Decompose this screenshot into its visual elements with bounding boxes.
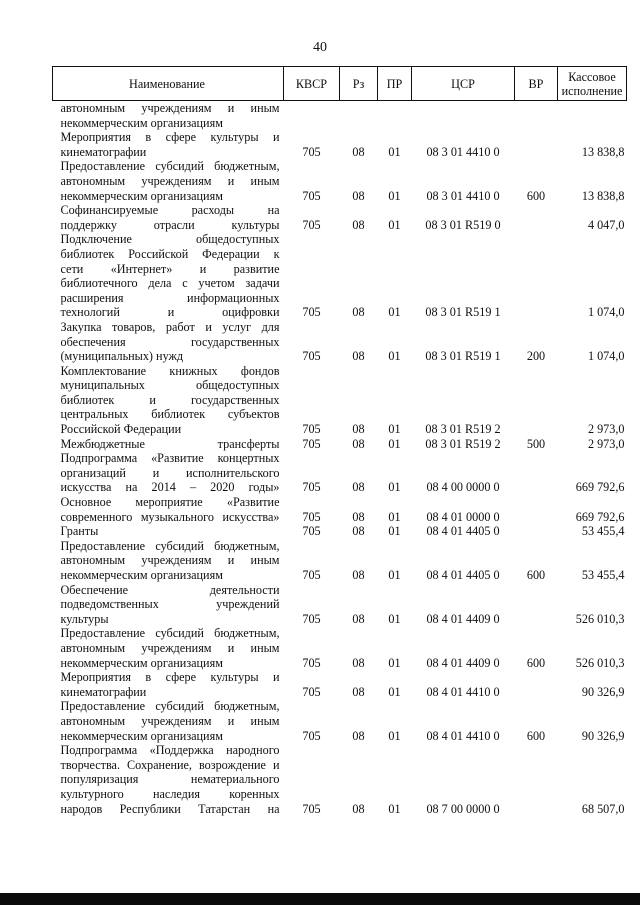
row-name-line: народов Республики Татарстан на — [60, 801, 280, 816]
row-kvsr: 705 — [302, 611, 321, 626]
table-row — [53, 495, 627, 524]
table-row — [53, 130, 627, 159]
row-name-line: обеспечения государственных — [60, 334, 280, 349]
row-name — [53, 437, 284, 452]
row-csr: 08 4 01 4410 0 — [426, 684, 500, 699]
row-kvsr: 705 — [302, 188, 321, 203]
row-pr: 01 — [388, 509, 401, 524]
row-csr: 08 3 01 4410 0 — [426, 188, 500, 203]
row-pr: 01 — [388, 728, 401, 743]
table-row — [53, 583, 627, 627]
row-name — [53, 232, 284, 320]
row-rz: 08 — [352, 480, 365, 495]
row-amount: 13 838,8 — [581, 144, 625, 159]
row-rz: 08 — [352, 801, 365, 816]
row-vr: 600 — [526, 728, 546, 743]
row-kvsr: 705 — [302, 509, 321, 524]
header-pr: ПР — [378, 67, 412, 101]
row-kvsr: 705 — [302, 144, 321, 159]
row-kvsr: 705 — [302, 349, 321, 364]
row-name-line: некоммерческим организациям — [60, 188, 223, 203]
row-vr — [515, 130, 558, 159]
row-name — [53, 320, 284, 364]
row-name-line: поддержку отрасли культуры — [60, 217, 280, 232]
table-row — [53, 539, 627, 583]
row-pr: 01 — [388, 684, 401, 699]
row-name-line: библиотек и государственных — [60, 392, 280, 407]
row-pr: 01 — [388, 188, 401, 203]
row-vr: 600 — [526, 655, 546, 670]
row-vr — [515, 364, 558, 437]
row-csr: 08 4 01 4410 0 — [426, 728, 500, 743]
row-name-line: муниципальных общедоступных — [60, 378, 280, 393]
row-name-line: Предоставление субсидий бюджетным, — [60, 538, 280, 553]
row-csr: 08 3 01 R519 0 — [425, 217, 501, 232]
row-name-line: кинематографии — [60, 144, 147, 159]
row-csr: 08 4 01 4405 0 — [426, 524, 500, 539]
row-csr: 08 4 01 4409 0 — [426, 611, 500, 626]
row-csr: 08 4 00 0000 0 — [426, 480, 500, 495]
row-name-line: культуры — [60, 611, 109, 626]
row-amount: 2 973,0 — [587, 436, 625, 451]
row-name-line: Основное мероприятие «Развитие — [60, 495, 280, 510]
row-name-line: центральных библиотек субъектов — [60, 407, 280, 422]
row-name-line: Межбюджетные трансферты — [60, 436, 280, 451]
row-rz: 08 — [352, 655, 365, 670]
row-rz: 08 — [352, 217, 365, 232]
row-amount: 669 792,6 — [575, 509, 625, 524]
header-vr: ВР — [515, 67, 558, 101]
row-name-line: подведомственных учреждений — [60, 597, 280, 612]
row-name — [53, 670, 284, 699]
row-name-line: Предоставление субсидий бюджетным, — [60, 159, 280, 174]
row-amount: 1 074,0 — [587, 305, 625, 320]
header-kvsr: КВСР — [284, 67, 340, 101]
row-name — [53, 364, 284, 437]
table-row — [53, 437, 627, 452]
row-amount: 526 010,3 — [575, 655, 625, 670]
row-name-line: автономным учреждениям и иным — [60, 553, 280, 568]
row-name-line: Софинансируемые расходы на — [60, 203, 280, 218]
row-pr: 01 — [388, 524, 401, 539]
row-name-line: Предоставление субсидий бюджетным, — [60, 626, 280, 641]
row-amount: 68 507,0 — [581, 801, 625, 816]
row-amount — [558, 101, 627, 131]
table-header-row — [53, 67, 627, 101]
row-name-line: организаций и исполнительского — [60, 465, 280, 480]
row-csr: 08 7 00 0000 0 — [426, 801, 500, 816]
row-csr: 08 3 01 R519 1 — [425, 349, 501, 364]
row-pr: 01 — [388, 436, 401, 451]
row-vr — [515, 524, 558, 539]
header-name: Наименование — [53, 67, 284, 101]
row-rz: 08 — [352, 422, 365, 437]
row-name — [53, 130, 284, 159]
row-name-line: популяризация нематериального — [60, 772, 280, 787]
row-name — [53, 451, 284, 495]
row-pr: 01 — [388, 217, 401, 232]
table-row — [53, 364, 627, 437]
table-row — [53, 699, 627, 743]
row-pr: 01 — [388, 655, 401, 670]
row-name-line: сети «Интернет» и развитие — [60, 261, 280, 276]
row-vr — [515, 232, 558, 320]
row-rz: 08 — [352, 144, 365, 159]
row-name — [53, 699, 284, 743]
row-pr: 01 — [388, 480, 401, 495]
row-pr: 01 — [388, 305, 401, 320]
row-name-line: творчества. Сохранение, возрождение и — [60, 757, 280, 772]
row-vr — [515, 451, 558, 495]
row-csr: 08 3 01 4410 0 — [426, 144, 500, 159]
row-name — [53, 583, 284, 627]
page-number: 40 — [313, 40, 327, 55]
row-rz: 08 — [352, 509, 365, 524]
row-rz: 08 — [352, 568, 365, 582]
row-name — [53, 743, 284, 816]
row-name — [53, 203, 284, 232]
row-rz: 08 — [352, 349, 365, 364]
row-kvsr: 705 — [302, 568, 321, 582]
row-amount: 13 838,8 — [581, 188, 625, 203]
row-rz: 08 — [352, 728, 365, 743]
row-amount: 90 326,9 — [581, 684, 625, 699]
row-csr: 08 4 01 4405 0 — [426, 568, 500, 582]
row-rz: 08 — [352, 436, 365, 451]
row-kvsr: 705 — [302, 684, 321, 699]
row-name-line: Обеспечение деятельности — [60, 582, 280, 597]
row-amount: 526 010,3 — [575, 611, 625, 626]
row-name-line: Подпрограмма «Поддержка народного — [60, 743, 280, 758]
row-vr: 200 — [526, 349, 546, 364]
row-csr: 08 4 01 4409 0 — [426, 655, 500, 670]
row-name-line: библиотечного дела с учетом задачи — [60, 276, 280, 291]
row-rz: 08 — [352, 611, 365, 626]
row-name-line: библиотек Российской Федерации к — [60, 246, 280, 261]
row-vr — [515, 495, 558, 524]
row-kvsr: 705 — [302, 728, 321, 743]
row-name-line: культурного наследия коренных — [60, 786, 280, 801]
row-kvsr: 705 — [302, 655, 321, 670]
row-name-line: некоммерческим организациям — [60, 728, 223, 743]
row-name-line: искусства на 2014 – 2020 годы» — [60, 480, 280, 495]
row-name-line: некоммерческим организациям — [60, 115, 223, 130]
table-row — [53, 743, 627, 816]
row-name-line: кинематографии — [60, 684, 147, 699]
row-pr: 01 — [388, 144, 401, 159]
row-csr: 08 3 01 R519 1 — [425, 305, 501, 320]
row-name-line: технологий и оцифровки — [60, 305, 280, 320]
row-vr — [515, 203, 558, 232]
row-pr — [378, 101, 412, 131]
row-name-line: Гранты — [60, 524, 99, 539]
scan-edge-bar — [0, 893, 640, 905]
table-row — [53, 320, 627, 364]
row-name-line: автономным учреждениям и иным — [60, 640, 280, 655]
row-rz: 08 — [352, 684, 365, 699]
row-csr — [412, 101, 515, 131]
row-name — [53, 495, 284, 524]
row-vr — [515, 670, 558, 699]
row-amount: 53 455,4 — [581, 524, 625, 539]
row-name-line: автономным учреждениям и иным — [60, 173, 280, 188]
row-amount: 1 074,0 — [587, 349, 625, 364]
row-pr: 01 — [388, 568, 401, 582]
row-vr — [515, 583, 558, 627]
table-row — [53, 451, 627, 495]
table-row — [53, 203, 627, 232]
row-name — [53, 626, 284, 670]
table-row — [53, 159, 627, 203]
row-amount: 2 973,0 — [587, 422, 625, 437]
row-name-line: Мероприятия в сфере культуры и — [60, 130, 280, 145]
row-rz — [340, 101, 378, 131]
table-row — [53, 232, 627, 320]
row-name-line: Комплектование книжных фондов — [60, 363, 280, 378]
header-rz: Рз — [340, 67, 378, 101]
table-row — [53, 101, 627, 131]
row-name-line: автономным учреждениям и иным — [60, 713, 280, 728]
row-kvsr: 705 — [302, 436, 321, 451]
row-name-line: некоммерческим организациям — [60, 568, 223, 582]
row-kvsr: 705 — [302, 217, 321, 232]
row-kvsr: 705 — [302, 422, 321, 437]
row-name-line: (муниципальных) нужд — [60, 349, 184, 364]
row-csr: 08 3 01 R519 2 — [425, 422, 501, 437]
row-name-line: расширения информационных — [60, 290, 280, 305]
row-name — [53, 159, 284, 203]
row-csr: 08 3 01 R519 2 — [425, 436, 501, 451]
row-name-line: некоммерческим организациям — [60, 655, 223, 670]
row-vr — [515, 101, 558, 131]
row-amount: 669 792,6 — [575, 480, 625, 495]
row-rz: 08 — [352, 188, 365, 203]
row-vr — [515, 743, 558, 816]
row-rz: 08 — [352, 305, 365, 320]
row-name-line: Закупка товаров, работ и услуг для — [60, 319, 280, 334]
row-vr: 600 — [526, 568, 546, 582]
row-rz: 08 — [352, 524, 365, 539]
row-name-line: Предоставление субсидий бюджетным, — [60, 699, 280, 714]
row-name-line: Подключение общедоступных — [60, 232, 280, 247]
row-amount: 53 455,4 — [581, 568, 625, 582]
row-name-line: Подпрограмма «Развитие концертных — [60, 451, 280, 466]
row-name — [53, 101, 284, 131]
row-amount: 4 047,0 — [587, 217, 625, 232]
header-csr: ЦСР — [412, 67, 515, 101]
row-kvsr: 705 — [302, 305, 321, 320]
row-name-line: современного музыкального искусства» — [60, 509, 280, 524]
table-row — [53, 626, 627, 670]
row-name-line: Мероприятия в сфере культуры и — [60, 670, 280, 685]
row-name-line: Российской Федерации — [60, 422, 182, 437]
budget-execution-table — [52, 66, 627, 816]
row-kvsr: 705 — [302, 480, 321, 495]
table-row — [53, 670, 627, 699]
row-name — [53, 524, 284, 539]
row-kvsr — [284, 101, 340, 131]
row-pr: 01 — [388, 611, 401, 626]
table-row — [53, 524, 627, 539]
row-kvsr: 705 — [302, 801, 321, 816]
header-amount: Кассовое исполнение — [558, 67, 627, 101]
row-vr: 500 — [526, 436, 546, 451]
row-kvsr: 705 — [302, 524, 321, 539]
row-csr: 08 4 01 0000 0 — [426, 509, 500, 524]
row-pr: 01 — [388, 349, 401, 364]
row-name-line: автономным учреждениям и иным — [60, 101, 280, 115]
row-amount: 90 326,9 — [581, 728, 625, 743]
row-vr: 600 — [526, 188, 546, 203]
row-name — [53, 539, 284, 583]
row-pr: 01 — [388, 801, 401, 816]
row-pr: 01 — [388, 422, 401, 437]
